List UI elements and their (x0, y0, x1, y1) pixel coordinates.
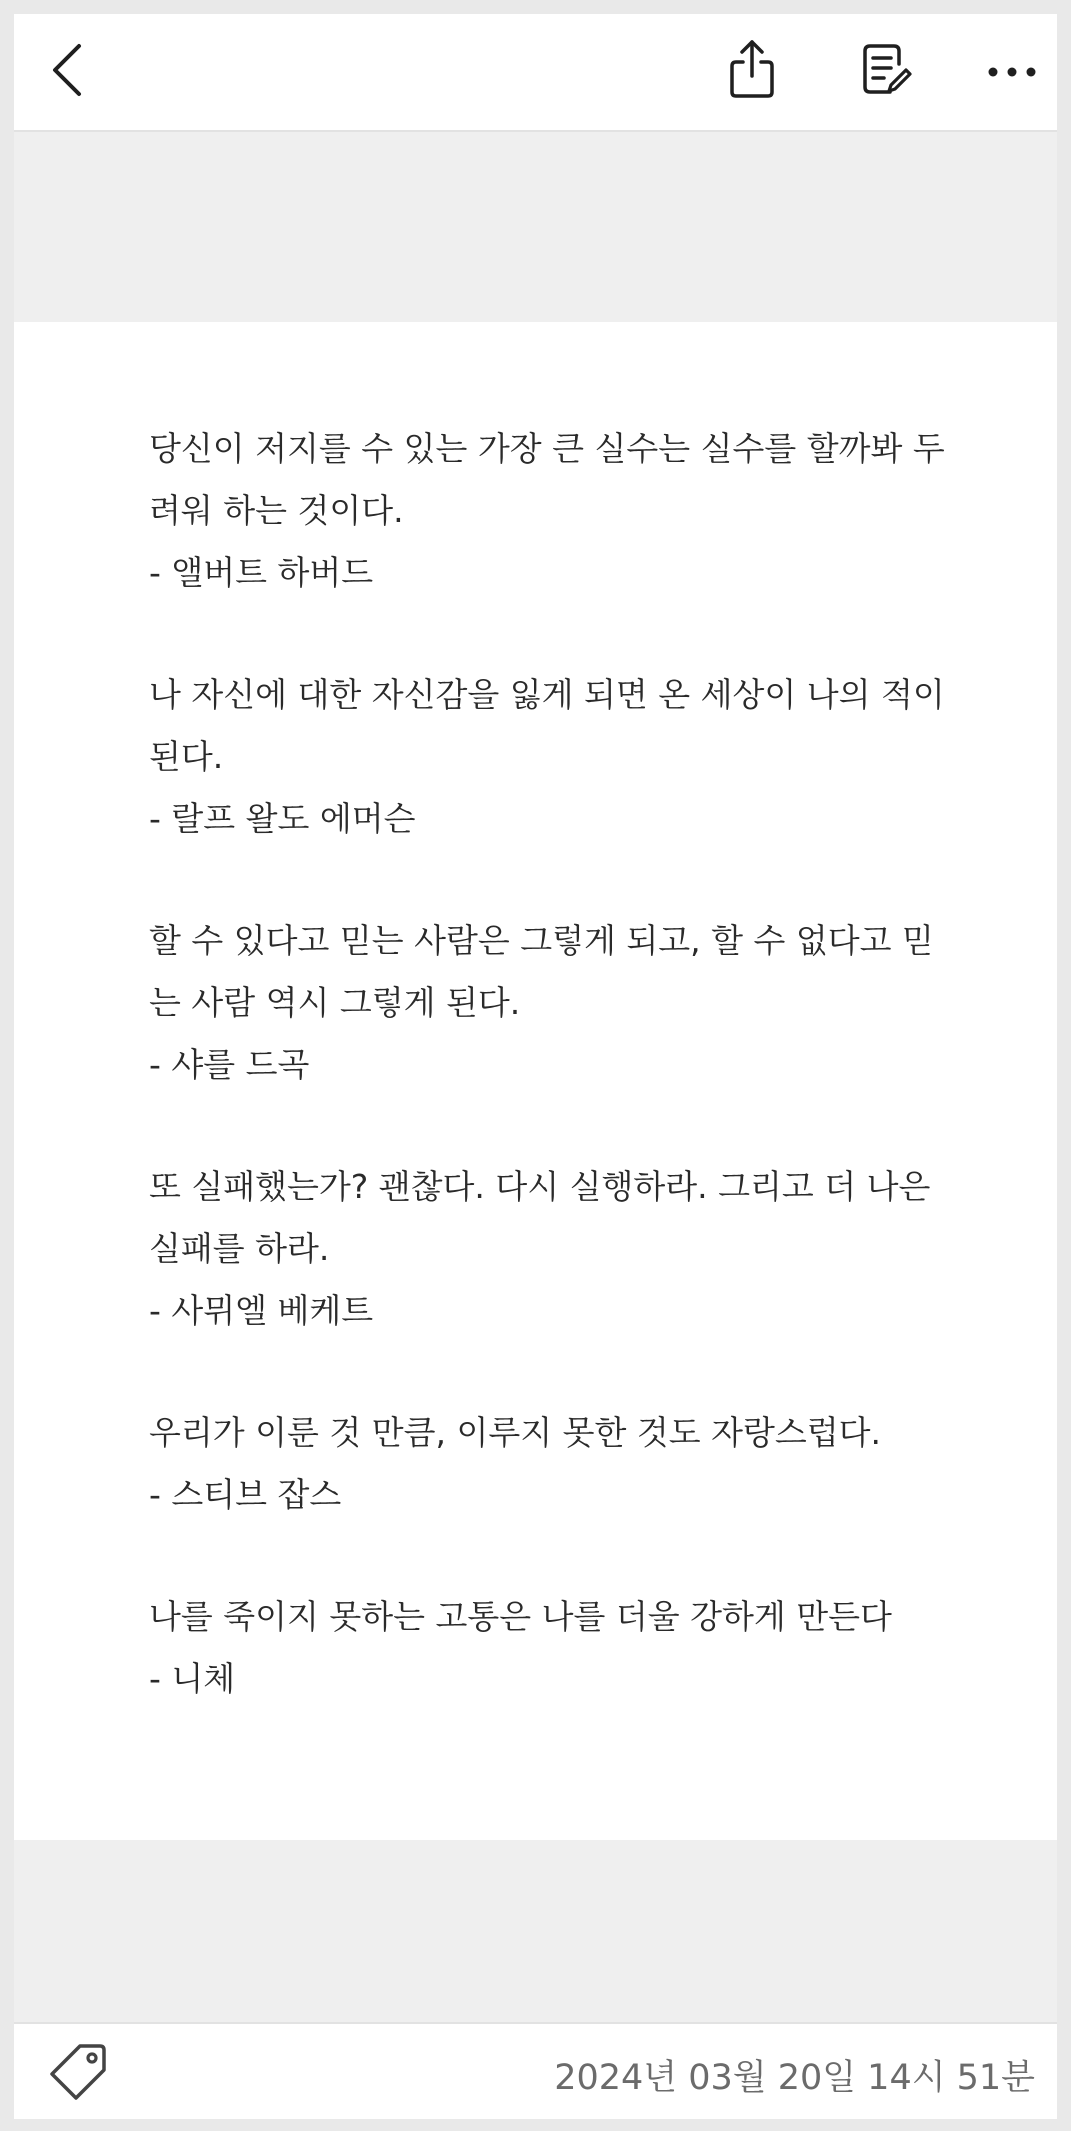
quote-block (149, 910, 949, 1096)
back-button[interactable] (36, 40, 96, 104)
edit-note-button[interactable] (854, 38, 918, 106)
quote-block (149, 1156, 949, 1342)
quote-block (149, 418, 949, 604)
quote-block (149, 664, 949, 850)
quote-author: - 샤를 드곡 (149, 1045, 310, 1084)
quote-author: - 앨버트 하버드 (149, 553, 374, 592)
quote-author: - 사뮈엘 베케트 (149, 1291, 374, 1330)
quote-author: - 니체 (149, 1659, 236, 1698)
chevron-left-icon (49, 42, 83, 102)
quote-author: - 스티브 잡스 (149, 1475, 342, 1514)
quote-text: 나를 죽이지 못하는 고통은 나를 더울 강하게 만든다 (149, 1597, 892, 1636)
quote-block (149, 1402, 949, 1526)
bottom-spacer (14, 1840, 1057, 2022)
quote-text: 당신이 저지를 수 있는 가장 큰 실수는 실수를 할까봐 두 려워 하는 것이다. (149, 429, 945, 530)
top-toolbar (14, 14, 1057, 132)
tag-icon (50, 2042, 108, 2104)
note-timestamp: 2024년 03월 20일 14시 51분 (554, 2058, 1035, 2098)
top-spacer (14, 132, 1057, 322)
note-content-card[interactable] (14, 322, 1057, 1840)
more-options-button[interactable] (982, 44, 1042, 100)
quote-text: 우리가 이룬 것 만큼, 이루지 못한 것도 자랑스럽다. (149, 1413, 881, 1452)
note-screen (14, 14, 1057, 2117)
more-horizontal-icon (987, 63, 1037, 82)
share-button[interactable] (720, 36, 784, 106)
note-body (149, 418, 949, 1710)
tag-button[interactable] (48, 2042, 110, 2104)
share-icon (728, 38, 776, 104)
quote-author: - 랄프 왈도 에머슨 (149, 799, 416, 838)
quote-text: 또 실패했는가? 괜찮다. 다시 실행하라. 그리고 더 나은 실패를 하라. (149, 1167, 931, 1268)
edit-note-icon (860, 42, 912, 102)
quote-block (149, 1586, 949, 1710)
quote-text: 나 자신에 대한 자신감을 잃게 되면 온 세상이 나의 적이 된다. (149, 675, 945, 776)
quote-text: 할 수 있다고 믿는 사람은 그렇게 되고, 할 수 없다고 믿 는 사람 역시 그렇게 된다. (149, 921, 934, 1022)
bottom-info-bar (14, 2022, 1057, 2119)
